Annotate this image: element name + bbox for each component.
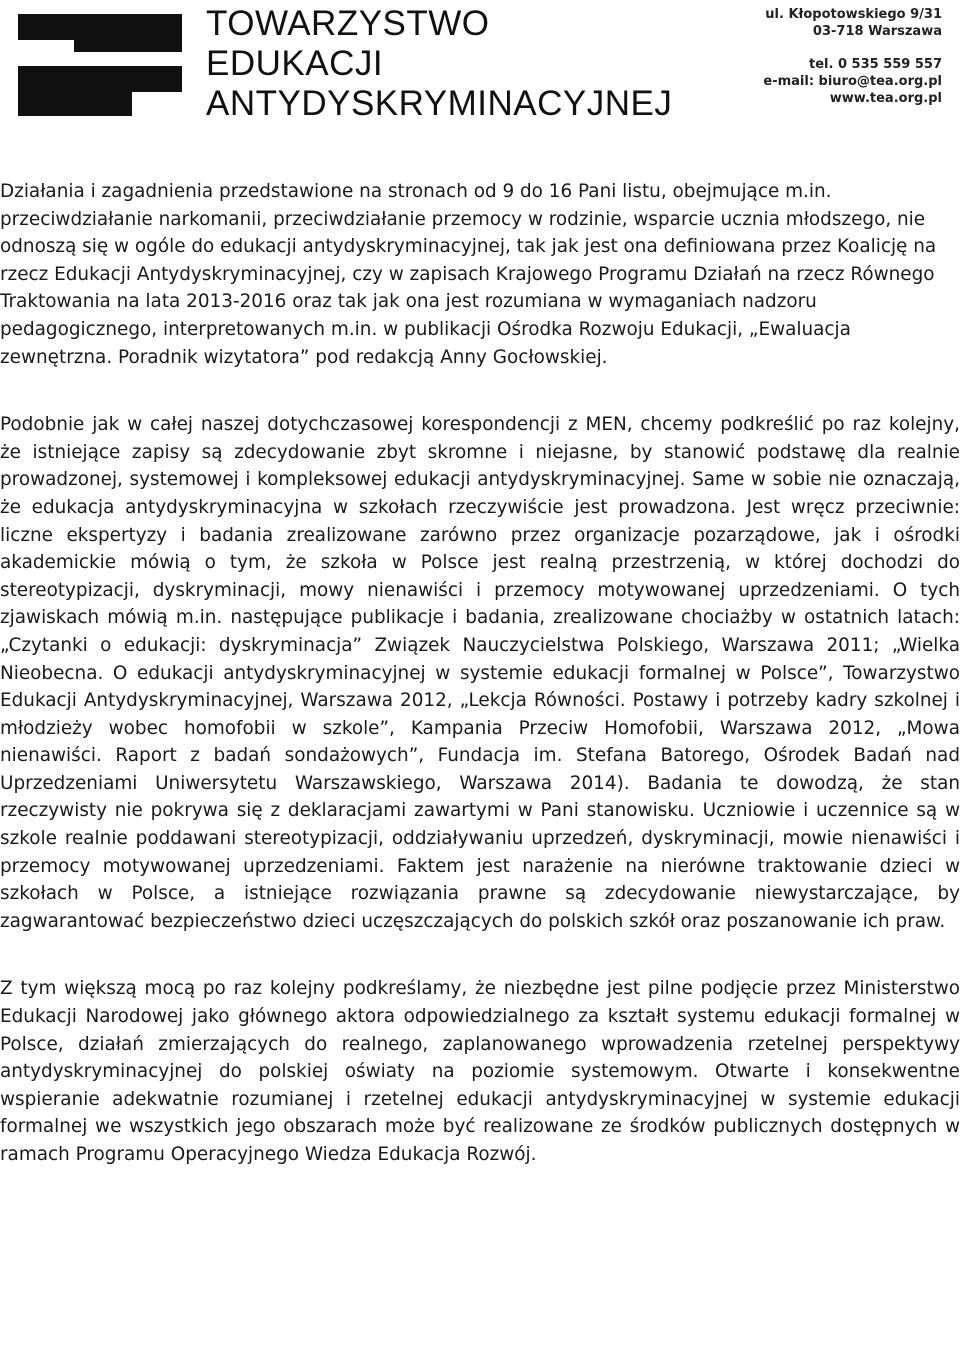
org-name-line-3: ANTYDYSKRYMINACYJNEJ <box>206 84 673 123</box>
address-street: ul. Kłopotowskiego 9/31 <box>765 7 942 22</box>
organization-logo-mark <box>12 6 192 124</box>
letter-body <box>0 178 960 1169</box>
email-address: e-mail: biuro@tea.org.pl <box>763 74 942 89</box>
letterhead <box>0 0 960 130</box>
paragraph-2: Podobnie jak w całej naszej dotychczasowej korespondencji z MEN, chcemy podkreślić po raz kolejny, że istniejące zapisy są zdecydowanie zbyt skromne i niejasne, by stanowić podstawę dla realnie prowadzonej, systemowej i kompleksowej edukacji antydyskryminacyjnej. Same w sobie nie oznaczają, że edukacja antydyskryminacyjna w szkołach rzeczywiście jest prowadzona. Jest wręcz przeciwnie: liczne ekspertyzy i badania zrealizowane zarówno przez organizacje pozarządowe, jak i ośrodki akademickie mówią o tym, że szkoła w Polsce jest realną przestrzenią, w której dochodzi do stereotypizacji, dyskryminacji, mowy nienawiści i przemocy motywowanej uprzedzeniami. O tych zjawiskach mówią m.in. następujące publikacje i badania, zrealizowane chociażby w ostatnich latach: „Czytanki o edukacji: dyskryminacja” Związek Nauczycielstwa Polskiego, Warszawa 2011; „Wielka Nieobecna. O edukacji antydyskryminacyjnej w systemie edukacji formalnej w Polsce”, Towarzystwo Edukacji Antydyskryminacyjnej, Warszawa 2012, „Lekcja Równości. Postawy i potrzeby kadry szkolnej i młodzieży wobec homofobii w szkole”, Kampania Przeciw Homofobii, Warszawa 2012, „Mowa nienawiści. Raport z badań sondażowych”, Fundacja im. Stefana Batorego, Ośrodek Badań nad Uprzedzeniami Uniwersytetu Warszawskiego, Warszawa 2014). Badania te dowodzą, że stan rzeczywisty nie pokrywa się z deklaracjami zawartymi w Pani stanowisku. Uczniowie i uczennice są w szkole realnie poddawani stereotypizacji, oddziaływaniu uprzedzeń, dyskryminacji, mowie nienawiści i przemocy motywowanej uprzedzeniami. Faktem jest narażenie na nierówne traktowanie dzieci w szkołach w Polsce, a istniejące rozwiązania prawne są zdecydowanie niewystarczające, by zagwarantować bezpieczeństwo dzieci uczęszczających do polskich szkół oraz poszanowanie ich praw. <box>0 414 960 932</box>
contact-block <box>763 6 942 107</box>
phone-number: tel. 0 535 559 557 <box>809 57 942 72</box>
organization-name <box>206 4 672 124</box>
org-name-line-2: EDUKACJI <box>206 44 384 83</box>
paragraph-1 <box>0 178 960 371</box>
website-link[interactable]: www.tea.org.pl <box>829 91 942 106</box>
paragraph-1-first-line: Działania i zagadnienia przedstawione na stronach od 9 do 16 Pani listu, obejmujące m.in. <box>0 181 832 202</box>
paragraph-1-text: przeciwdziałanie narkomanii, przeciwdziałanie przemocy w rodzinie, wsparcie ucznia młodszego, nie odnoszą się w ogóle do edukacji antydyskryminacyjnej, tak jak jest ona definiowana przez Koalicję na rzecz Edukacji Antydyskryminacyjnej, czy w zapisach Krajowego Programu Działań na rzecz Równego Traktowania na lata 2013-2016 oraz tak jak ona jest rozumiana w wymaganiach nadzoru pedagogicznego, interpretowanych m.in. w publikacji Ośrodka Rozwoju Edukacji, „Ewaluacja zewnętrzna. Poradnik wizytatora” pod redakcją Anny Gocłowskiej. <box>0 208 937 368</box>
org-name-line-1: TOWARZYSTWO <box>206 4 490 43</box>
address-city: 03-718 Warszawa <box>812 24 942 39</box>
paragraph-3: Z tym większą mocą po raz kolejny podkreślamy, że niezbędne jest pilne podjęcie przez Ministerstwo Edukacji Narodowej jako głównego aktora odpowiedzialnego za kształt systemu edukacji formalnej w Polsce, działań zmierzających do realnego, zaplanowanego wprowadzenia rzetelnej perspektywy antydyskryminacyjnej do polskiej oświaty na poziomie systemowym. Otwarte i konsekwentne wspieranie adekwatnie rozumianej i rzetelnej edukacji antydyskryminacyjnej w systemie edukacji formalnej we wszystkich jego obszarach może być realizowane ze środków publicznych dostępnych w ramach Programu Operacyjnego Wiedza Edukacja Rozwój. <box>0 978 960 1165</box>
